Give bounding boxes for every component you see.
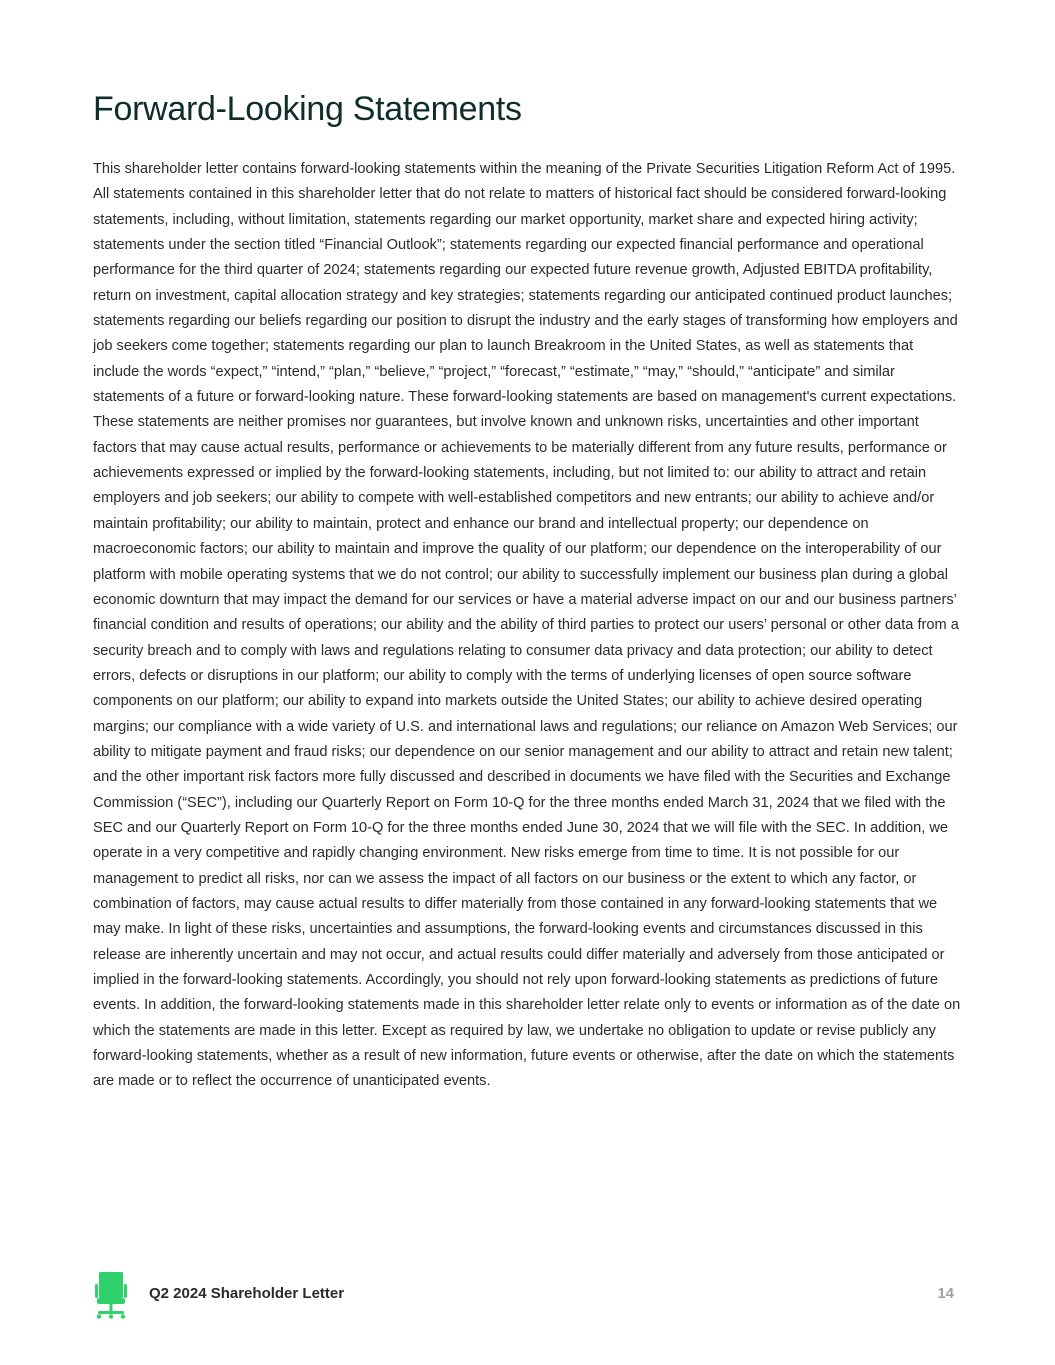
- page-number: 14: [937, 1285, 954, 1302]
- forward-looking-statements-paragraph: This shareholder letter contains forward-looking statements within the meaning of the Private Securities Litigation Reform Act of 1995. All statements contained in this shareholder letter that do not relate to matters of historical fact should be considered forward-looking statements, including, without limitation, statements regarding our market opportunity, market share and expected hiring activity; statements under the section titled “Financial Outlook”; statements regarding our expected financial performance and operational performance for the third quarter of 2024; statements regarding our expected future revenue growth, Adjusted EBITDA profitability, return on investment, capital allocation strategy and key strategies; statements regarding our anticipated continued product launches; statements regarding our beliefs regarding our position to disrupt the industry and the early stages of transforming how employers and job seekers come together; statements regarding our plan to launch Breakroom in the United States, as well as statements that include the words “expect,” “intend,” “plan,” “believe,” “project,” “forecast,” “estimate,” “may,” “should,” “anticipate” and similar statements of a future or forward-looking nature. These forward-looking statements are based on management's current expectations. These statements are neither promises nor guarantees, but involve known and unknown risks, uncertainties and other important factors that may cause actual results, performance or achievements to be materially different from any future results, performance or achievements expressed or implied by the forward-looking statements, including, but not limited to: our ability to attract and retain employers and job seekers; our ability to compete with well-established competitors and new entrants; our ability to achieve and/or maintain profitability; our ability to maintain, protect and enhance our brand and intellectual property; our dependence on macroeconomic factors; our ability to maintain and improve the quality of our platform; our dependence on the interoperability of our platform with mobile operating systems that we do not control; our ability to successfully implement our business plan during a global economic downturn that may impact the demand for our services or have a material adverse impact on our and our business partners’ financial condition and results of operations; our ability and the ability of third parties to protect our users’ personal or other data from a security breach and to comply with laws and regulations relating to consumer data privacy and data protection; our ability to detect errors, defects or disruptions in our platform; our ability to comply with the terms of underlying licenses of open source software components on our platform; our ability to expand into markets outside the United States; our ability to achieve desired operating margins; our compliance with a wide variety of U.S. and international laws and regulations; our reliance on Amazon Web Services; our ability to mitigate payment and fraud risks; our dependence on our senior management and our ability to attract and retain new talent; and the other important risk factors more fully discussed and described in documents we have filed with the Securities and Exchange Commission (“SEC”), including our Quarterly Report on Form 10-Q for the three months ended March 31, 2024 that we filed with the SEC and our Quarterly Report on Form 10-Q for the three months ended June 30, 2024 that we will file with the SEC. In addition, we operate in a very competitive and rapidly changing environment. New risks emerge from time to time. It is not possible for our management to predict all risks, nor can we assess the impact of all factors on our business or the extent to which any factor, or combination of factors, may cause actual results to differ materially from those contained in any forward-looking statements that we may make. In light of these risks, uncertainties and assumptions, the forward-looking events and circumstances discussed in this release are inherently uncertain and may not occur, and actual results could differ materially and adversely from those anticipated or implied in the forward-looking statements. Accordingly, you should not rely upon forward-looking statements as predictions of future events. In addition, the forward-looking statements made in this shareholder letter relate only to events or information as of the date on which the statements are made in this letter. Except as required by law, we undertake no obligation to update or revise publicly any forward-looking statements, whether as a result of new information, future events or otherwise, after the date on which the statements are made or to reflect the occurrence of unanticipated events.: [93, 161, 961, 1090]
- page-footer: [93, 1270, 963, 1322]
- chair-icon: [93, 1270, 129, 1322]
- footer-document-title: Q2 2024 Shareholder Letter: [149, 1285, 345, 1302]
- page-title: Forward-Looking Statements: [93, 90, 522, 128]
